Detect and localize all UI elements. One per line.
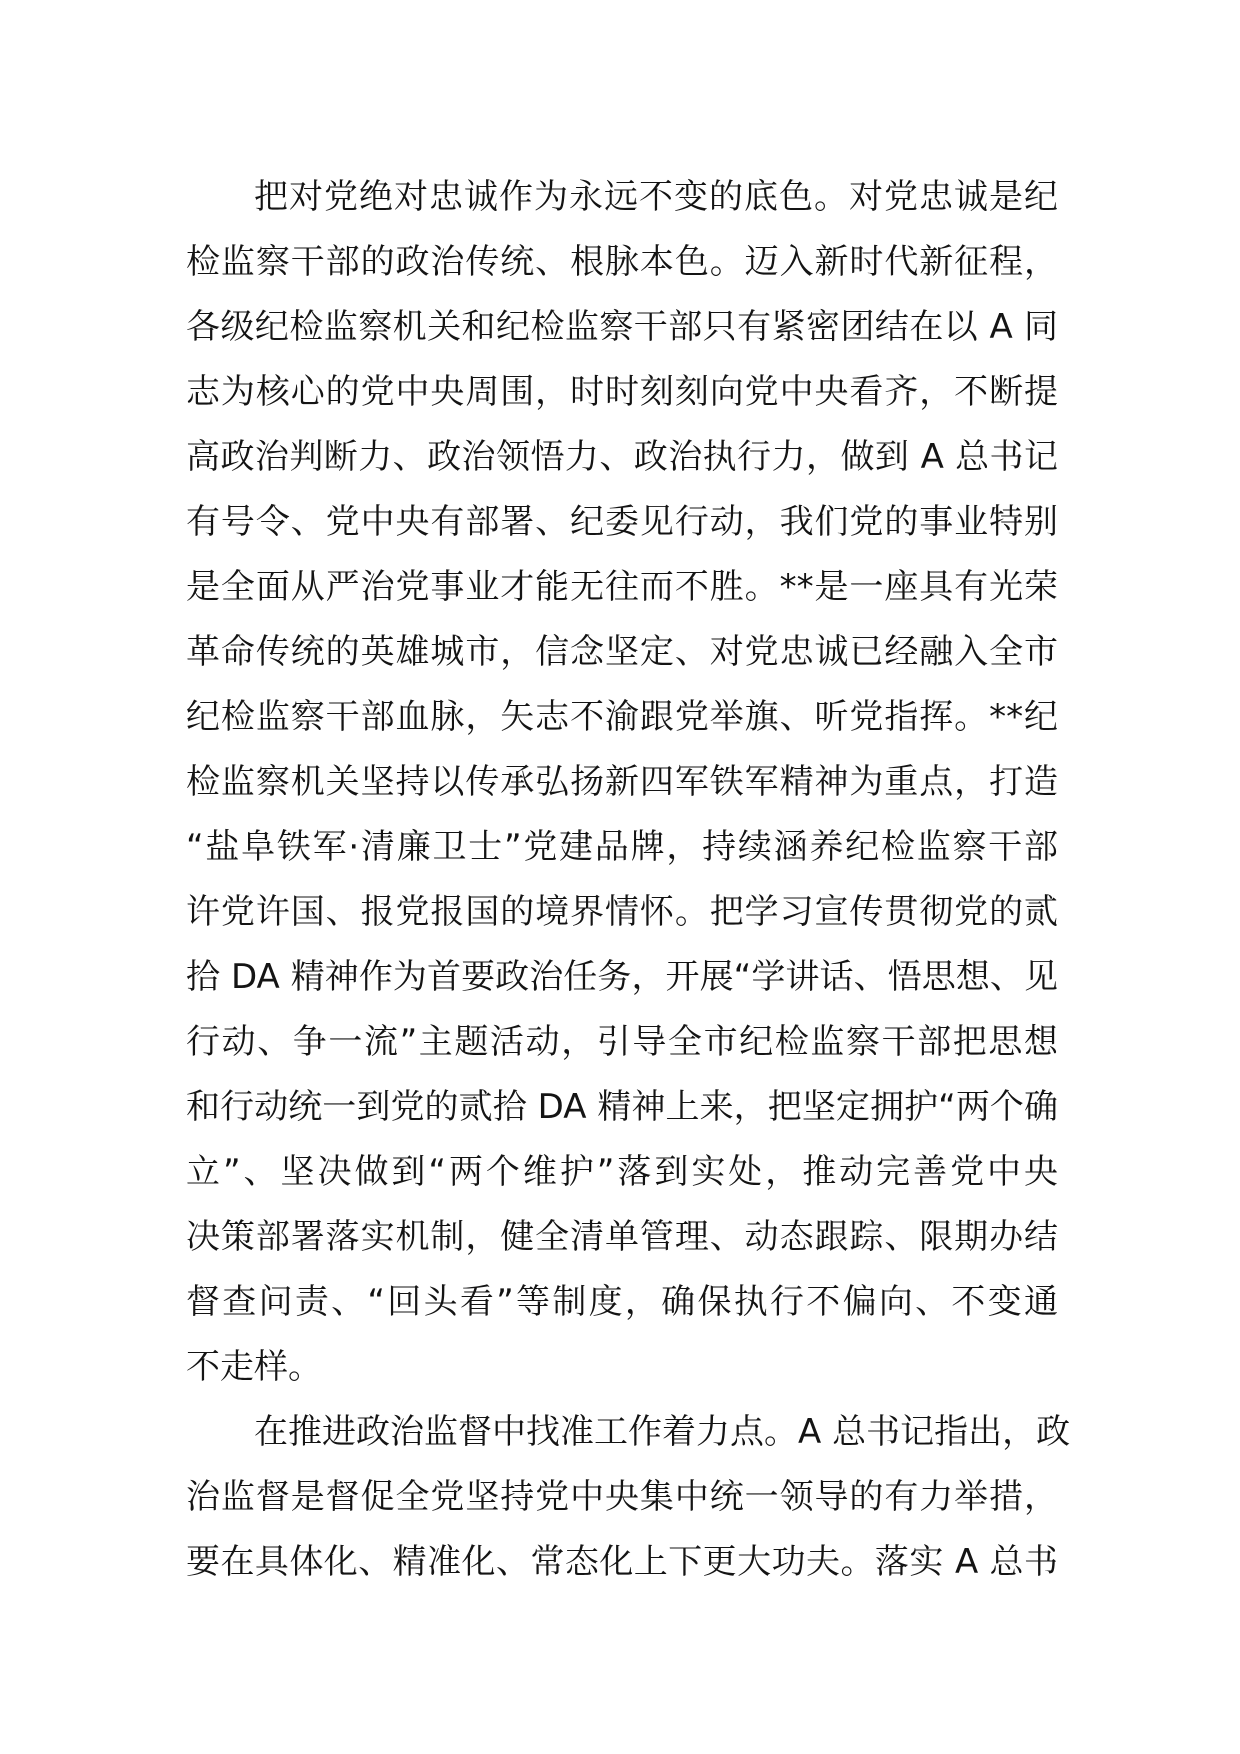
- text-line: 把对党绝对忠诚作为永远不变的底色。对党忠诚是纪: [254, 177, 1058, 217]
- text-line: 治监督是督促全党坚持党中央集中统一领导的有力举措，: [186, 1477, 1058, 1517]
- text-line: 有号令、党中央有部署、纪委见行动，我们党的事业特别: [186, 502, 1058, 542]
- text-line: 决策部署落实机制，健全清单管理、动态跟踪、限期办结: [186, 1217, 1058, 1257]
- text-line: 革命传统的英雄城市，信念坚定、对党忠诚已经融入全市: [186, 632, 1058, 672]
- text-line: 和行动统一到党的贰拾 DA 精神上来，把坚定拥护“两个确: [186, 1087, 1058, 1127]
- text-line: 纪检监察干部血脉，矢志不渝跟党举旗、听党指挥。**纪: [186, 697, 1058, 737]
- text-line: 许党许国、报党报国的境界情怀。把学习宣传贯彻党的贰: [186, 892, 1058, 932]
- text-line: 在推进政治监督中找准工作着力点。A 总书记指出，政: [254, 1412, 1071, 1452]
- text-line: 各级纪检监察机关和纪检监察干部只有紧密团结在以 A 同: [186, 307, 1058, 347]
- paragraph-1: [186, 165, 1058, 1400]
- document-body: [186, 165, 1071, 1595]
- text-line: 行动、争一流”主题活动，引导全市纪检监察干部把思想: [186, 1022, 1058, 1062]
- text-line: 不走样。: [186, 1347, 322, 1387]
- text-line: 检监察干部的政治传统、根脉本色。迈入新时代新征程，: [186, 242, 1058, 282]
- text-line: 督查问责、“回头看”等制度，确保执行不偏向、不变通: [186, 1282, 1058, 1322]
- paragraph-2: [186, 1400, 1071, 1595]
- text-line: 立”、坚决做到“两个维护”落到实处，推动完善党中央: [186, 1152, 1058, 1192]
- text-line: 拾 DA 精神作为首要政治任务，开展“学讲话、悟思想、见: [186, 957, 1058, 997]
- text-line: 志为核心的党中央周围，时时刻刻向党中央看齐，不断提: [186, 372, 1058, 412]
- text-line: 检监察机关坚持以传承弘扬新四军铁军精神为重点，打造: [186, 762, 1058, 802]
- text-line: 要在具体化、精准化、常态化上下更大功夫。落实 A 总书: [186, 1542, 1058, 1582]
- text-line: “盐阜铁军·清廉卫士”党建品牌，持续涵养纪检监察干部: [186, 827, 1058, 867]
- text-line: 是全面从严治党事业才能无往而不胜。**是一座具有光荣: [186, 567, 1058, 607]
- text-line: 高政治判断力、政治领悟力、政治执行力，做到 A 总书记: [186, 437, 1058, 477]
